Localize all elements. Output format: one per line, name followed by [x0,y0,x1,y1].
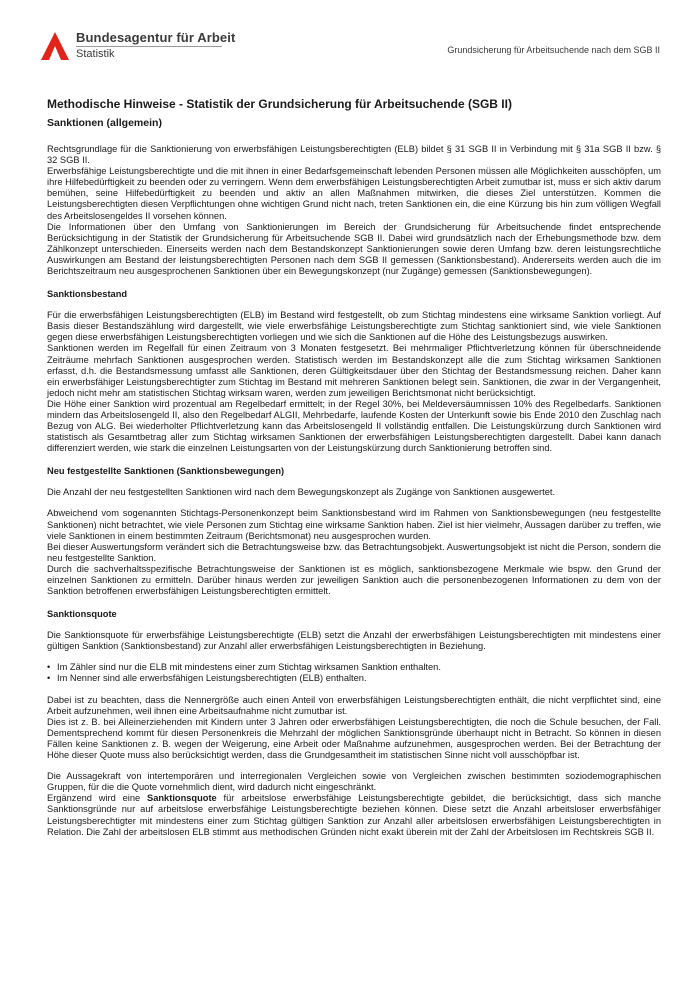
page-title: Methodische Hinweise - Statistik der Grundsicherung für Arbeitsuchende (SGB II) [47,97,512,111]
org-name: Bundesagentur für Arbeit [76,30,236,45]
bewegungen-paragraph: Bei dieser Auswertungsform verändert sich die Betrachtungsweise bzw. das Betrachtungsobjekt. Auswertungsobjekt ist nicht die Person, sondern die neu festgestellte Sanktion. [47,541,661,563]
quote-paragraph: Die Aussagekraft von intertemporären und interregionalen Vergleichen sowie von Vergleichen zwischen bestimmten soziodemographischen Gruppen, für die die Quote vornehmlich dient, wird dadurch nicht eingeschränkt. [47,771,661,793]
section-heading-quote: Sanktionsquote [47,609,117,620]
page-header [0,0,700,80]
document-header-title: Grundsicherung für Arbeitsuchende nach dem SGB II [447,45,660,55]
quote-paragraph: Dies ist z. B. bei Alleinerziehenden mit Kindern unter 3 Jahren oder erwerbsfähigen Leistungsberechtigten, die noch die Schule besuchen, der Fall. Dementsprechend kommt für diesen Personenkreis die Mehrzahl der möglichen Sanktionsgründe überhaupt nicht in Betracht. So können in diesen Fällen keine Sanktionen z. B. wegen der Weigerung, eine Arbeit oder Maßnahme aufzunehmen, ausgesprochen werden. Bei der Betrachtung der Höhe dieser Quote muss also berücksichtigt werden, dass die Grundgesamtheit im statistischen Sinne nicht voll ausschöpfbar ist. [47,716,661,761]
list-item: • Im Nenner sind alle erwerbsfähigen Leistungsberechtigten (ELB) enthalten. [47,673,661,684]
ba-logo-icon [40,31,70,61]
supplement-bold-term: Sanktionsquote [147,793,217,804]
intro-paragraph: Erwerbsfähige Leistungsberechtigte und die mit ihnen in einer Bedarfsgemeinschaft lebenden Personen müssen alle Möglichkeiten ausschöpfen, um ihre Hilfebedürftigkeit zu beenden oder zu verringern. Wenn dem erwerbsfähigen Leistungsberechtigten Arbeit zumutbar ist, muss er sich aktiv darum bemühen, seine Hilfebedürftigkeit zu beenden und aktiv an allen Maßnahmen mitwirken, die dieses Ziel unterstützen. Kommen die Leistungsberechtigten diesen Verpflichtungen ohne wichtigen Grund nicht nach, treten Sanktionen ein, die eine Kürzung bis hin zum völligen Wegfall des Arbeitslosengeldes II vorsehen können. [47,166,661,221]
quote-paragraph: Dabei ist zu beachten, dass die Nennergröße auch einen Anteil von erwerbsfähigen Leistungsberechtigten enthält, die nicht verpflichtet sind, eine Arbeit aufzunehmen, weil ihnen eine Arbeitsaufnahme nicht zumutbar ist. [47,694,661,716]
bewegungen-paragraph: Durch die sachverhaltsspezifische Betrachtungsweise der Sanktionen ist es möglich, sanktionsbezogene Merkmale wie bspw. den Grund der einzelnen Sanktionen zu ermitteln. Darüber hinaus werden zur jeweiligen Sanktion auch die personenbezogenen Informationen zu dem von der Sanktion betroffenen erwerbsfähigen Leistungsberechtigten ermittelt. [47,563,661,597]
bestand-paragraph: Für die erwerbsfähigen Leistungsberechtigten (ELB) im Bestand wird festgestellt, ob zum Stichtag mindestens eine wirksame Sanktion vorliegt. Auf Basis dieser Bestandszählung wird dargestellt, wie viele erwerbsfähige Leistungsberechtigte zum Stichtag sanktioniert sind, wie viele Sanktionen gegen diese erwerbsfähigen Leistungsberechtigten vorliegen und wie sich die Sanktionen auf die Höhe des Leistungsbezugs auswirken. [47,310,661,343]
header-divider [76,46,222,47]
page-subtitle: Sanktionen (allgemein) [47,117,162,129]
bewegungen-paragraph: Abweichend vom sogenannten Stichtags-Personenkonzept beim Sanktionsbestand wird im Rahmen von Sanktionsbewegungen (neu festgestellte Sanktionen) nicht betrachtet, wie viele Personen zum Stichtag eine wirksame Sanktion haben. Ziel ist hier vielmehr, Aussagen darüber zu treffen, wie viele Sanktionen in einem bestimmten Zeitraum (Berichtsmonat) neu ausgesprochen wurden. [47,508,661,541]
org-subtitle: Statistik [76,48,115,60]
bewegungen-paragraph: Die Anzahl der neu festgestellten Sanktionen wird nach dem Bewegungskonzept als Zugänge von Sanktionen ausgewertet. [47,487,556,498]
supplement-text: für arbeitslose erwerbsfähige Leistungsberechtigte gebildet, die berücksichtigt, dass sich manche Sanktionsgründe nur auf arbeitslose erwerbsfähige Leistungsberechtigte beziehen können. Diese setzt die Anzahl arbeitsloser erwerbsfähiger Leistungsberechtigter mit mindestens einer zum Stichtag gültigen Sanktion zur Anzahl aller arbeitslosen erwerbsfähigen Leistungsberechtigten in Relation. Die Zahl der arbeitslosen ELB stimmt aus methodischen Gründen nicht exakt überein mit der Zahl der Arbeitslosen im Rechtskreis SGB II. [47,793,661,837]
intro-paragraph: Rechtsgrundlage für die Sanktionierung von erwerbsfähigen Leistungsberechtigten (ELB) bildet § 31 SGB II in Verbindung mit § 31a SGB II bzw. § 32 SGB II. [47,144,661,166]
list-item: • Im Zähler sind nur die ELB mit mindestens einer zum Stichtag wirksamen Sanktion enthalten. [47,662,661,673]
quote-paragraph: Die Sanktionsquote für erwerbsfähige Leistungsberechtigte (ELB) setzt die Anzahl der erwerbsfähigen Leistungsberechtigten mit mindestens einer gültigen Sanktion (Sanktionsbestand) zur Anzahl aller erwerbsfähigen Leistungsberechtigten in Beziehung. [47,630,661,652]
quote-bullet-list [47,662,661,684]
section-heading-bestand: Sanktionsbestand [47,289,128,300]
bestand-paragraph: Sanktionen werden im Regelfall für einen Zeitraum von 3 Monaten festgesetzt. Bei mehrmaliger Pflichtverletzung können für überschneidende Zeiträume mehrfach Sanktionen ausgesprochen werden. Statistisch werden im Bestandskonzept alle die zum Stichtag wirksamen Sanktionen erfasst, d.h. die Bestandsmessung umfasst alle Sanktionen, deren Gültigkeitsdauer über den Stichtag der Bestandsmessung reichen. Daher kann ein erwerbsfähiger Leistungsberechtigter zum Stichtag im Bestand mit mehreren Sanktionen belegt sein. Sanktionen, die zwar in der Vergangenheit, jedoch nicht mehr am statistischen Stichtag wirksam waren, werden zum jeweiligen Berichtsmonat nicht berücksichtigt. [47,343,661,398]
section-heading-bewegungen: Neu festgestellte Sanktionen (Sanktionsbewegungen) [47,466,285,477]
intro-paragraph: Die Informationen über den Umfang von Sanktionierungen im Bereich der Grundsicherung für Arbeitsuchende findet entsprechende Berücksichtigung in der Statistik der Grundsicherung für Arbeitsuchende SGB II. Dabei wird grundsätzlich nach der Erhebungsmethode bzw. dem Zählkonzept unterschieden. Einerseits werden nach dem Bestandskonzept Sanktionierungen sowie deren Umfang bzw. deren leistungsrechtliche Auswirkungen am Bestand der leistungsberechtigten Personen nach dem SGB II gemessen (Sanktionsbestand). Andererseits werden auch die im Berichtszeitraum neu ausgesprochenen Sanktionen über ein Bewegungskonzept (nur Zugänge) gemessen (Sanktionsbewegungen). [47,221,661,277]
supplement-text: Ergänzend wird eine [47,793,147,804]
quote-paragraph-supplement [47,793,661,837]
document-body [47,97,661,838]
bestand-paragraph: Die Höhe einer Sanktion wird prozentual am Regelbedarf ermittelt; in der Regel 30%, bei Meldeversäumnissen 10% des Regelbedarfs. Sanktionen mindern das Arbeitslosengeld II, also den Regelbedarf ALGII, Mehrbedarfe, laufende Kosten der Unterkunft sowie bis Ende 2010 den Zuschlag nach Bezug von ALG. Bei wiederholter Pflichtverletzung kann das Arbeitslosengeld II vollständig entfallen. Die Leistungskürzung durch Sanktionen wird statistisch als Gesamtbetrag aller zum Stichtag wirksamen Sanktionen der erwerbsfähigen Leistungsberechtigten dargestellt. Dabei kann danach differenziert werden, wie stark die einzelnen Leistungsarten von der Leistungskürzung durch Sanktionierung betroffen sind. [47,398,661,454]
